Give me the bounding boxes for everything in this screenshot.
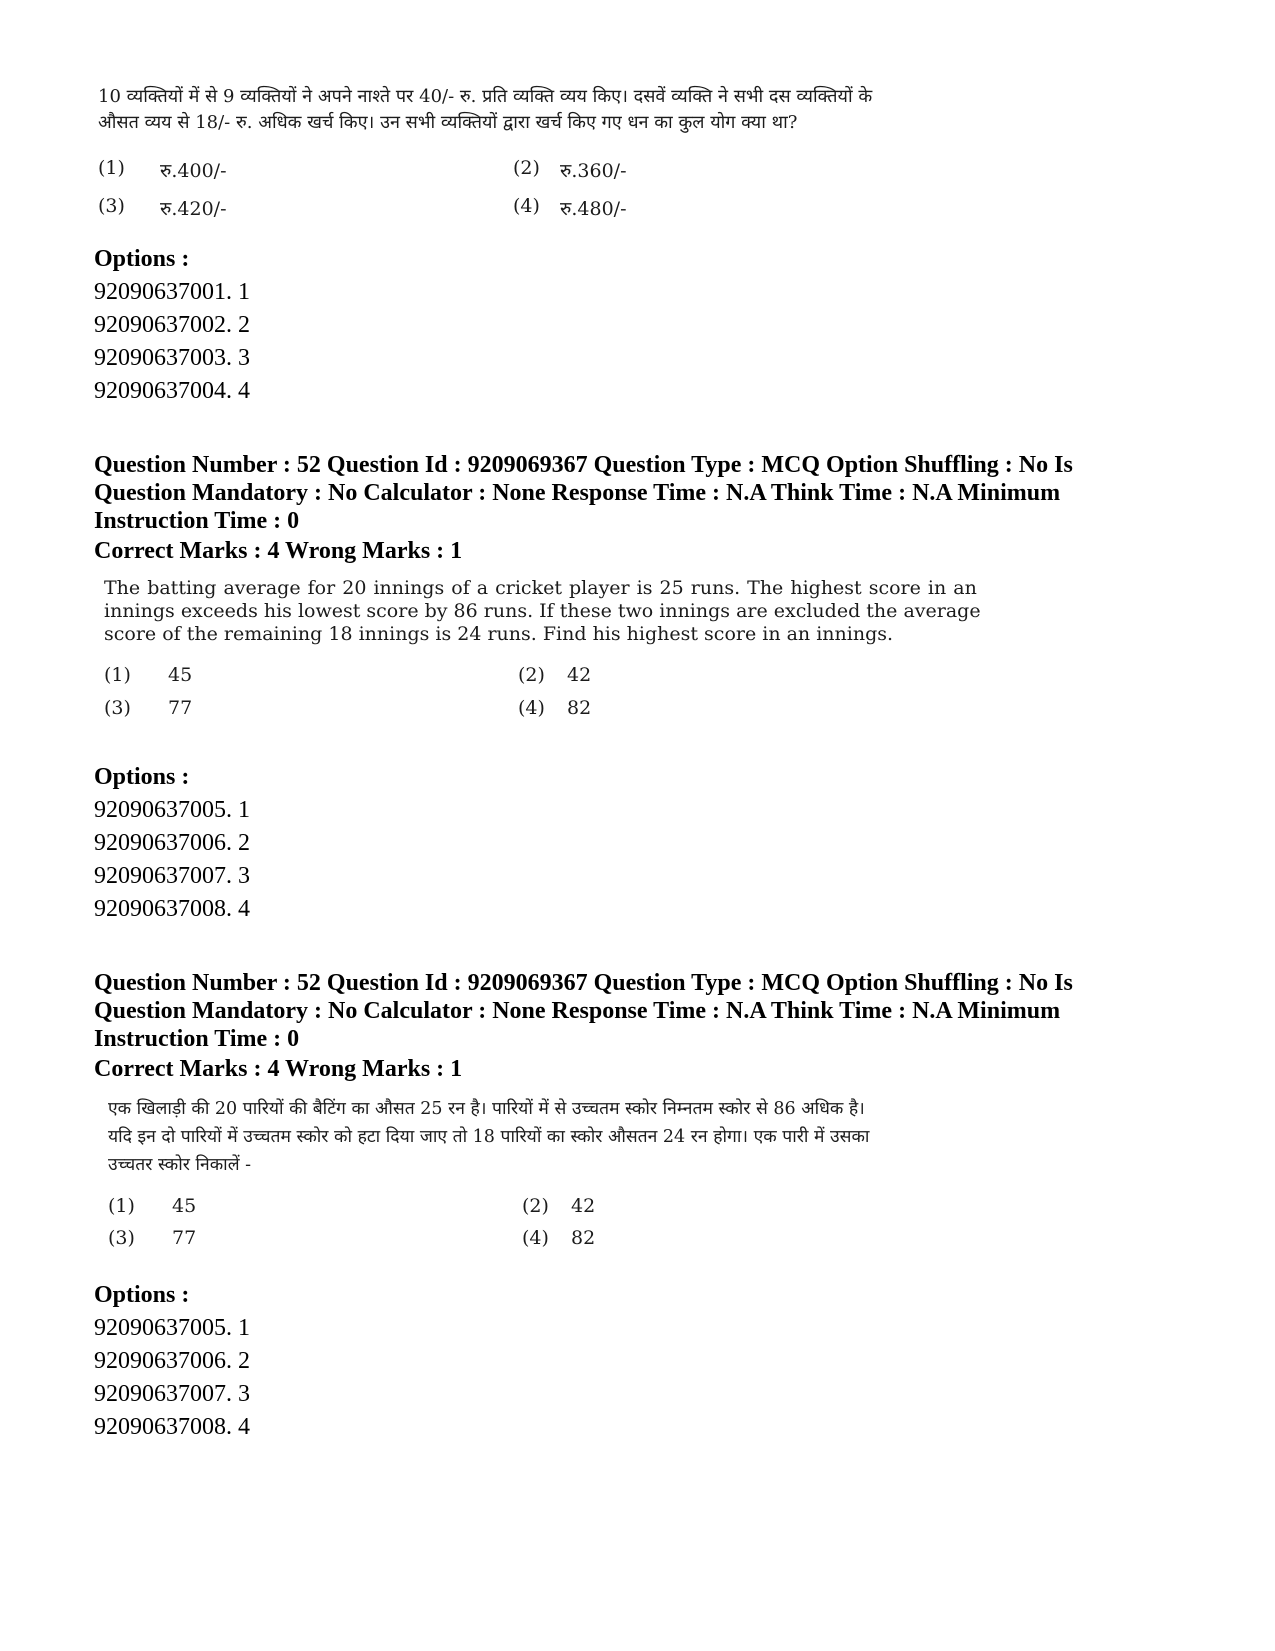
question-2-text xyxy=(104,577,981,646)
question-meta xyxy=(94,451,1073,535)
choice-number: (4) xyxy=(522,1227,549,1249)
options-list xyxy=(94,794,250,926)
question-1-text xyxy=(98,84,872,136)
question-line: 10 व्यक्तियों में से 9 व्यक्तियों ने अपने नाश्ते पर 40/- रु. प्रति व्यक्ति व्यय किए। दसवें व्यक्ति ने सभी दस व्यक्तियों के xyxy=(98,86,873,107)
meta-line: Instruction Time : 0 xyxy=(94,508,300,534)
meta-line: Question Mandatory : No Calculator : None Response Time : N.A Think Time : N.A Minimum xyxy=(94,480,1061,506)
options-heading: Options : xyxy=(94,1282,190,1308)
option-item: 92090637006. 2 xyxy=(94,830,250,856)
question-line: The batting average for 20 innings of a cricket player is 25 runs. The highest score in an xyxy=(104,577,977,599)
options-heading: Options : xyxy=(94,246,190,272)
marks-line: Correct Marks : 4 Wrong Marks : 1 xyxy=(94,1056,463,1082)
choice-value: 82 xyxy=(567,697,592,719)
choice-number: (4) xyxy=(518,697,545,719)
options-list xyxy=(94,1312,250,1444)
marks-line: Correct Marks : 4 Wrong Marks : 1 xyxy=(94,538,463,564)
choice-value: 45 xyxy=(172,1195,197,1217)
choice-number: (2) xyxy=(522,1195,549,1217)
choice-value: रु.400/- xyxy=(160,160,227,182)
meta-line: Question Mandatory : No Calculator : None Response Time : N.A Think Time : N.A Minimum xyxy=(94,998,1061,1024)
option-item: 92090637003. 3 xyxy=(94,345,250,371)
option-item: 92090637008. 4 xyxy=(94,1414,250,1440)
choice-value: रु.360/- xyxy=(560,160,627,182)
choice-value: 42 xyxy=(571,1195,596,1217)
option-item: 92090637006. 2 xyxy=(94,1348,250,1374)
question-line: innings exceeds his lowest score by 86 runs. If these two innings are excluded the average xyxy=(104,600,981,622)
choice-value: 42 xyxy=(567,664,592,686)
question-3-text xyxy=(108,1095,869,1179)
choice-value: 82 xyxy=(571,1227,596,1249)
choice-number: (3) xyxy=(104,697,131,719)
choice-number: (1) xyxy=(98,157,125,179)
choice-value: रु.480/- xyxy=(560,198,627,220)
option-item: 92090637007. 3 xyxy=(94,863,250,889)
choice-value: 77 xyxy=(168,697,193,719)
option-item: 92090637005. 1 xyxy=(94,1315,250,1341)
question-line: यदि इन दो पारियों में उच्चतम स्कोर को हटा दिया जाए तो 18 पारियों का स्कोर औसतन 24 रन होगा। एक पारी में उसका xyxy=(108,1127,870,1147)
choice-number: (1) xyxy=(104,664,131,686)
choice-number: (2) xyxy=(518,664,545,686)
choice-number: (3) xyxy=(108,1227,135,1249)
option-item: 92090637001. 1 xyxy=(94,279,250,305)
choice-number: (4) xyxy=(513,195,540,217)
question-meta xyxy=(94,969,1073,1053)
option-item: 92090637004. 4 xyxy=(94,378,250,404)
meta-line: Question Number : 52 Question Id : 9209069367 Question Type : MCQ Option Shuffling : No Is xyxy=(94,452,1073,478)
meta-line: Question Number : 52 Question Id : 9209069367 Question Type : MCQ Option Shuffling : No Is xyxy=(94,970,1073,996)
options-list xyxy=(94,276,250,408)
option-item: 92090637005. 1 xyxy=(94,797,250,823)
option-item: 92090637002. 2 xyxy=(94,312,250,338)
question-line: score of the remaining 18 innings is 24 runs. Find his highest score in an innings. xyxy=(104,623,894,645)
question-line: उच्चतर स्कोर निकालें - xyxy=(108,1155,252,1175)
choice-value: रु.420/- xyxy=(160,198,227,220)
options-heading: Options : xyxy=(94,764,190,790)
meta-line: Instruction Time : 0 xyxy=(94,1026,300,1052)
option-item: 92090637007. 3 xyxy=(94,1381,250,1407)
option-item: 92090637008. 4 xyxy=(94,896,250,922)
choice-number: (1) xyxy=(108,1195,135,1217)
choice-value: 77 xyxy=(172,1227,197,1249)
question-line: एक खिलाड़ी की 20 पारियों की बैटिंग का औसत 25 रन है। पारियों में से उच्चतम स्कोर निम्नतम स्कोर से 86 अधिक है। xyxy=(108,1099,865,1119)
choice-number: (2) xyxy=(513,157,540,179)
question-line: औसत व्यय से 18/- रु. अधिक खर्च किए। उन सभी व्यक्तियों द्वारा खर्च किए गए धन का कुल योग क्या था? xyxy=(98,112,798,133)
choice-value: 45 xyxy=(168,664,193,686)
choice-number: (3) xyxy=(98,195,125,217)
